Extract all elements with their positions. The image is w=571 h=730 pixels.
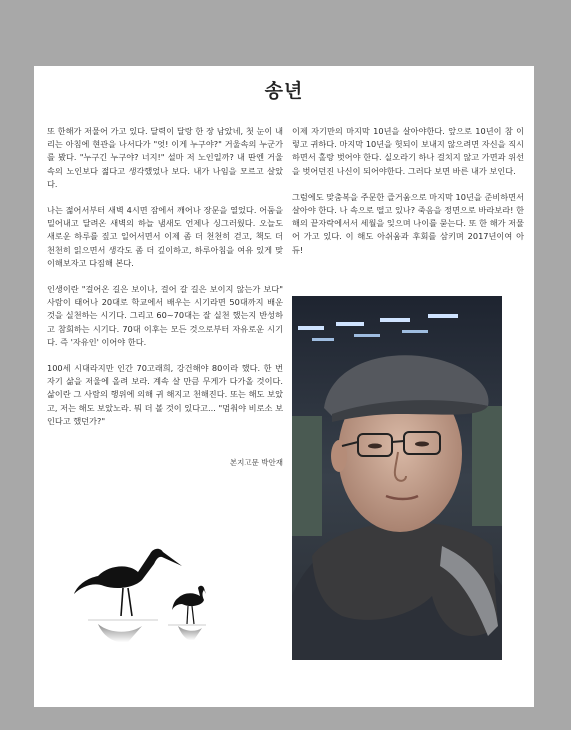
left-column — [47, 125, 283, 467]
heron-silhouette-illustration — [58, 534, 208, 644]
paragraph: 100세 시대라지만 인간 70고래희, 강건해야 80이라 했다. 한 번 자기 삶을 저울에 올려 보라. 계속 살 만큼 무게가 다가올 것이다. 삶이란 그 사람의 행위에 의해 귀 해지고 천해진다. 또는 해도 보았고, 저는 해도 보았노라. 뭐 더 볼 것이 있다고... "멈춰야 비로소 보인다고 했던가?" — [47, 363, 283, 426]
author-portrait-photo — [292, 296, 502, 660]
article-page — [34, 66, 534, 707]
author-signature: 본지고문 박안재 — [229, 458, 283, 467]
right-column — [292, 125, 524, 270]
paragraph: 그럼에도 맞춤복을 주문한 즐거움으로 마지막 10년을 준비하면서 살아야 한다. 나 속으로 떨고 있나? 죽음을 정면으로 바라보라! 한 해의 끝자락에서서 세월을 잊으며 나이를 묻는다. 또 한 해가 저물어 가고 있다. 이 해도 아쉬움과 후회를 삼키며 2017년이여 아듀! — [292, 191, 524, 255]
paragraph: 인생이란 "걸어온 길은 보이나, 걸어 갈 길은 보이지 않는가 보다" 사람이 태어나 20대로 학교에서 배우는 시기라면 50대까지 배운 것을 실천하는 시기다. 그리고 60~70대는 잘 실천 했는지 반성하고 참회하는 시기다. 70대 이후는 모든 것으로부터 자유로운 시기다. 즉 '자유인' 이어야 한다. — [47, 284, 283, 347]
paragraph: 또 한해가 저물어 가고 있다. 달력이 달랑 한 장 남았네, 첫 눈이 내리는 아침에 현관을 나서다가 "엇! 이게 누구야?" 거울속의 누군가를 봤다. "누구긴 누구야? 너지!" 설마 저 노인일까? 내 딴엔 거울속의 노인보다 젊다고 생각했었나 보다. 내가 나임을 모르고 살았다. — [47, 126, 283, 189]
article-title: 송년 — [264, 80, 304, 102]
paragraph: 나는 젊어서부터 새벽 4시면 잠에서 깨어나 장문을 열었다. 어둠을 밀어내고 달려온 새벽의 하늘 냄새도 언제나 싱그러웠다. 오늘도 새로운 하루를 짚고 일어서면서 이제 좀 더 천천히 걷고, 책도 더 천천히 읽으면서 생각도 좀 더 깊이하고, 하루아침을 여유 있게 맞이해보자고 다짐해 본다. — [47, 205, 283, 268]
paragraph: 이제 자기만의 마지막 10년을 살아야한다. 앞으로 10년이 참 이렇고 귀하다. 마지막 10년을 헛되이 보내지 않으려면 자신을 직시하면서 홀랑 벗어야 한다. 실오라기 하나 걸치지 않고 가면과 위선을 벗어던진 나신이 되어야한다. 그러다 보면 바른 내가 보인다. — [292, 126, 524, 176]
